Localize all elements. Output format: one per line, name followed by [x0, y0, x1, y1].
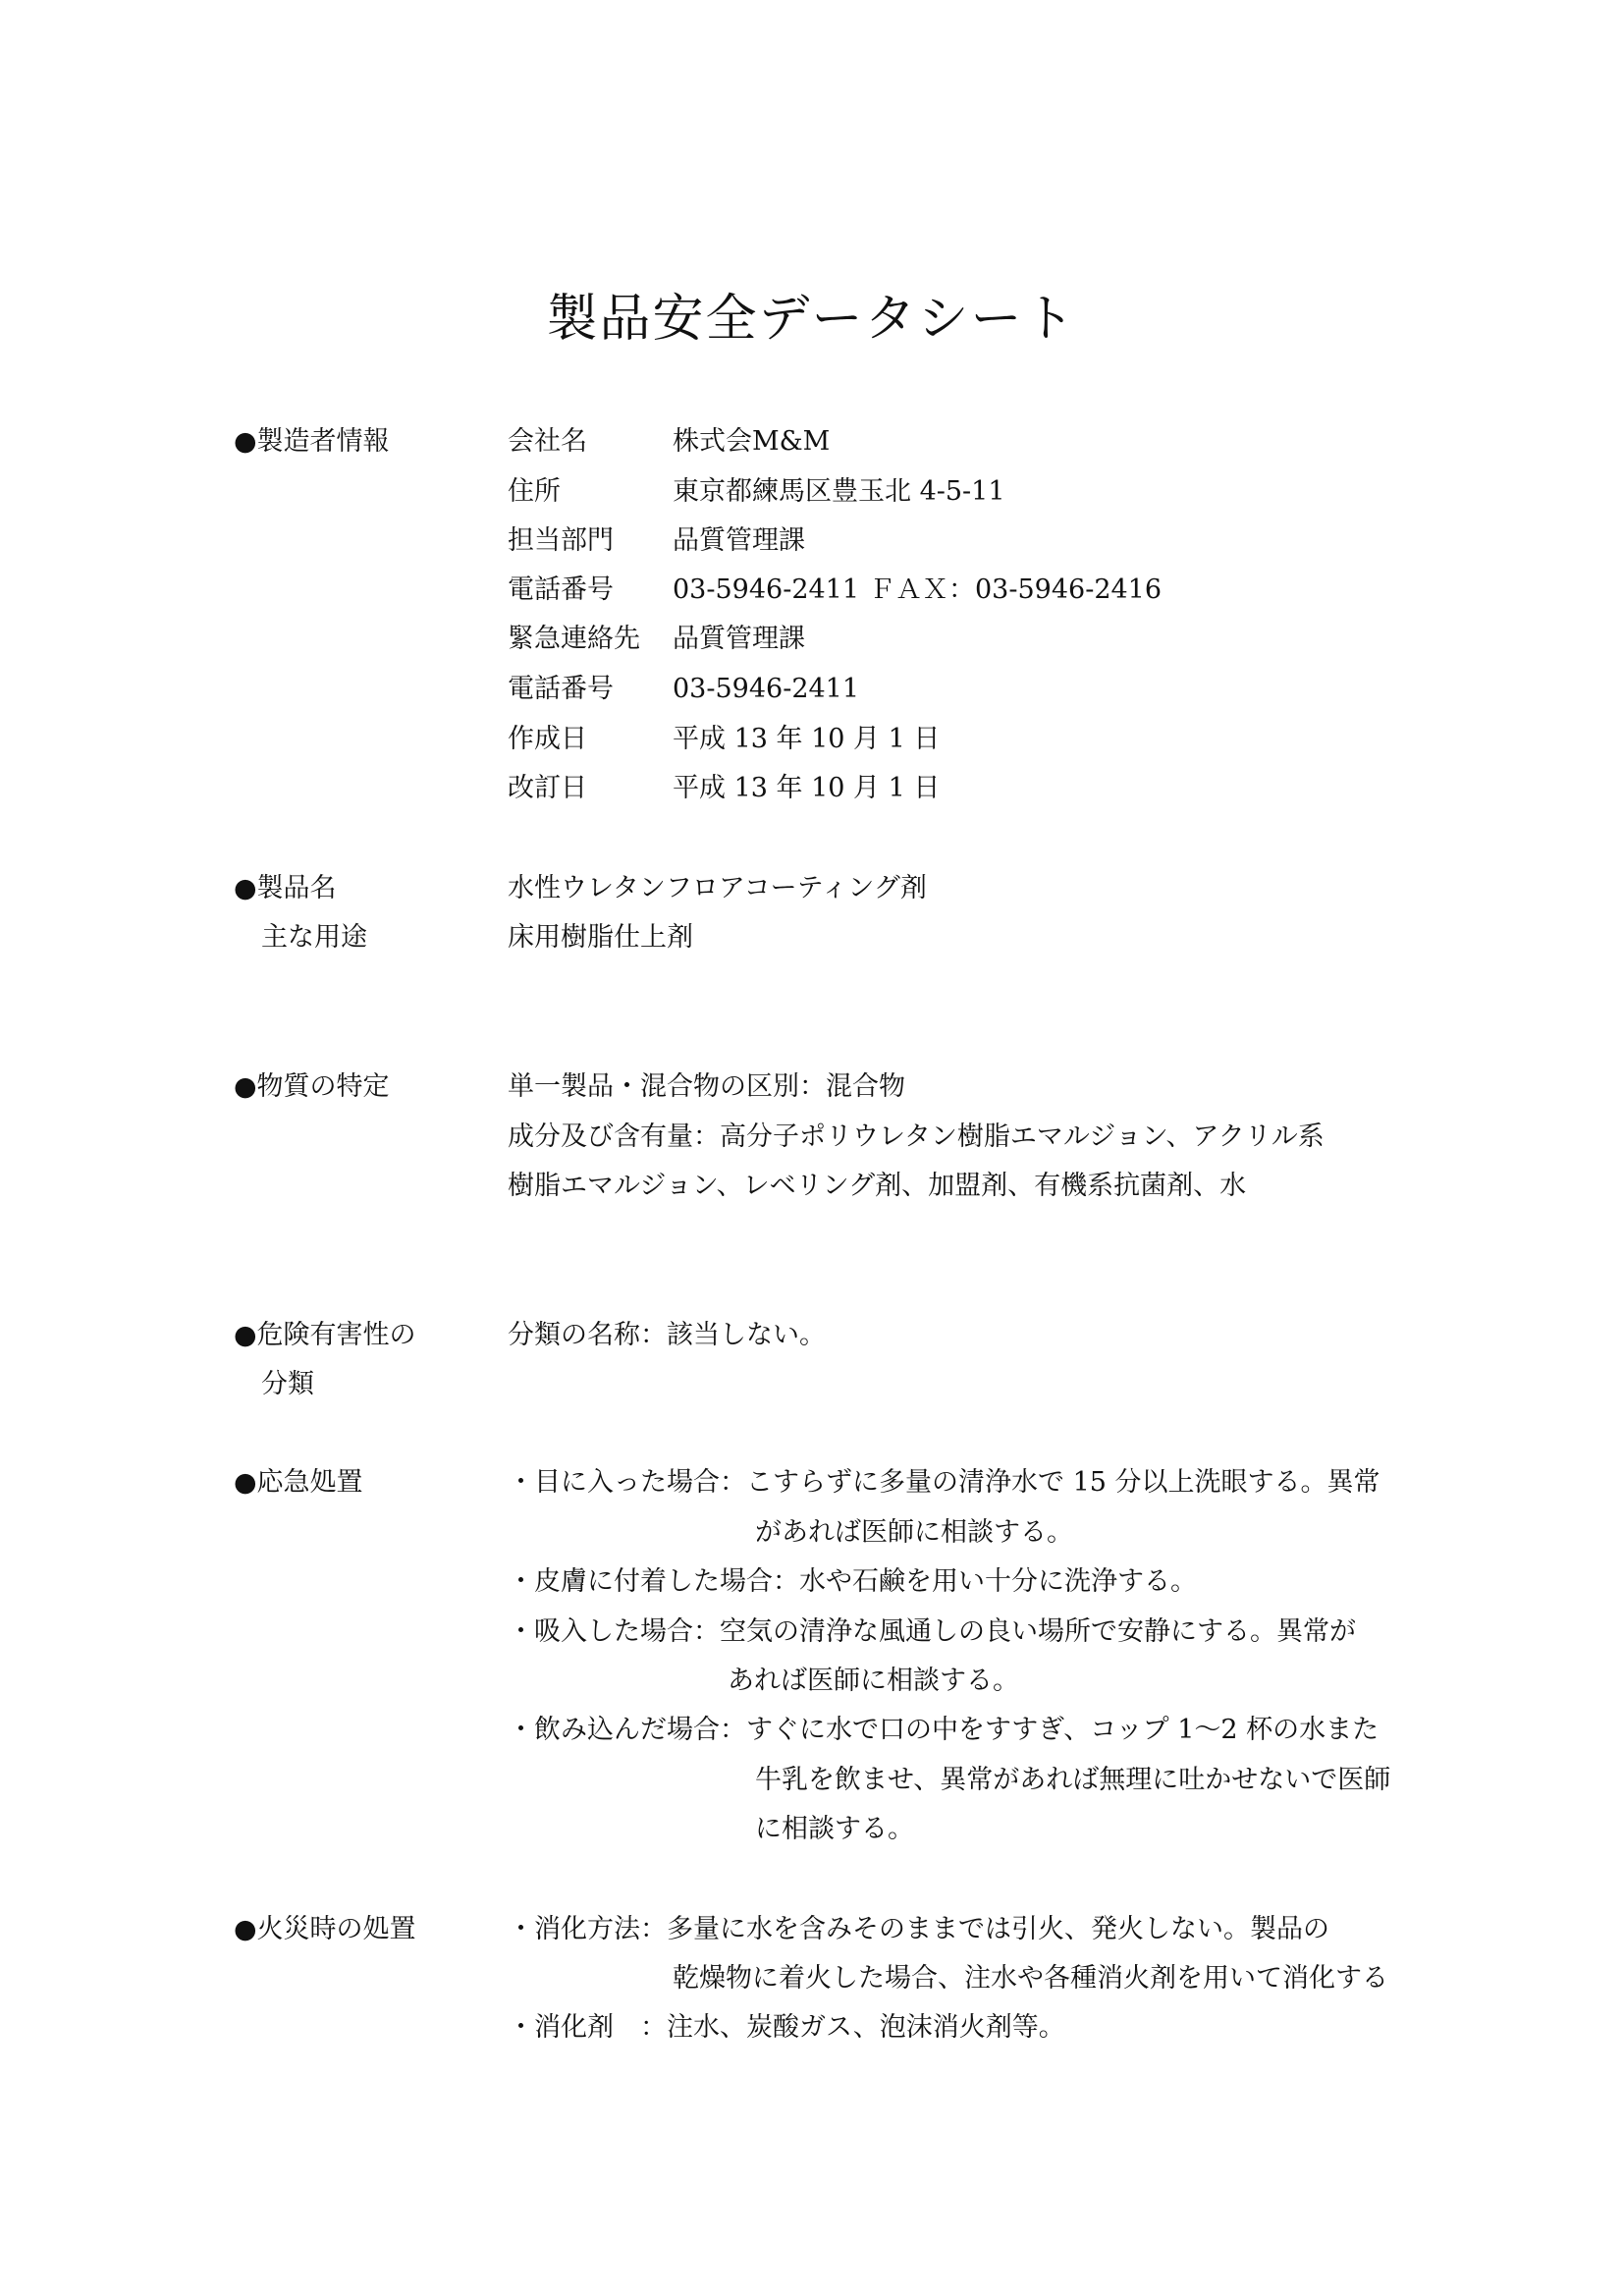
substance-line: 樹脂エマルジョン、レベリング剤、加盟剤、有機系抗菌剤、水 — [508, 1171, 1247, 1201]
substance-line: 成分及び含有量：高分子ポリウレタン樹脂エマルジョン、アクリル系 — [508, 1121, 1325, 1152]
company-label: 会社名 — [508, 426, 587, 457]
revised-date-value: 平成 13 年 10 月 1 日 — [673, 773, 941, 803]
revised-date-label: 改訂日 — [508, 773, 587, 803]
created-date-label: 作成日 — [508, 724, 587, 754]
emergency-contact-value: 品質管理課 — [673, 624, 805, 654]
first-aid-line: ・飲み込んだ場合：すぐに水で口の中をすすぎ、コップ 1〜2 杯の水また — [508, 1715, 1380, 1745]
department-value: 品質管理課 — [673, 525, 805, 556]
product-use-label: 主な用途 — [261, 922, 367, 953]
product-use: 床用樹脂仕上剤 — [508, 922, 693, 953]
fax-value: ＦＡＸ：03-5946-2416 — [869, 574, 1163, 605]
document-title: 製品安全データシート — [546, 290, 1077, 349]
manufacturer-heading: ●製造者情報 — [234, 426, 390, 457]
emergency-phone-label: 電話番号 — [508, 674, 614, 704]
first-aid-line: ・吸入した場合：空気の清浄な風通しの良い場所で安静にする。異常が — [508, 1616, 1356, 1647]
first-aid-line: に相談する。 — [755, 1814, 914, 1844]
first-aid-line: 牛乳を飲ませ、異常があれば無理に吐かせないで医師 — [755, 1765, 1391, 1795]
fire-heading: ●火災時の処置 — [234, 1914, 416, 1944]
company-value: 株式会M&M — [673, 426, 831, 457]
first-aid-line: ・皮膚に付着した場合：水や石鹸を用い十分に洗浄する。 — [508, 1566, 1197, 1597]
hazard-classification: 分類の名称：該当しない。 — [508, 1320, 826, 1350]
fire-line: 乾燥物に着火した場合、注水や各種消火剤を用いて消化する — [673, 1963, 1388, 1994]
hazard-heading-cont: 分類 — [261, 1369, 314, 1399]
first-aid-line: ・目に入った場合：こすらずに多量の清浄水で 15 分以上洗眼する。異常 — [508, 1467, 1380, 1498]
fire-line: ・消化剤 ：注水、炭酸ガス、泡沫消火剤等。 — [508, 2012, 1065, 2043]
address-label: 住所 — [508, 476, 561, 507]
substance-heading: ●物質の特定 — [234, 1071, 390, 1102]
substance-line: 単一製品・混合物の区別：混合物 — [508, 1071, 905, 1102]
first-aid-line: あれば医師に相談する。 — [728, 1666, 1019, 1696]
department-label: 担当部門 — [508, 525, 614, 556]
first-aid-heading: ●応急処置 — [234, 1467, 363, 1498]
phone-label: 電話番号 — [508, 574, 614, 605]
product-heading: ●製品名 — [234, 873, 337, 903]
emergency-phone-value: 03-5946-2411 — [673, 674, 860, 704]
product-name: 水性ウレタンフロアコーティング剤 — [508, 873, 927, 903]
address-value: 東京都練馬区豊玉北 4-5-11 — [673, 476, 1005, 507]
first-aid-line: があれば医師に相談する。 — [755, 1517, 1073, 1548]
hazard-heading: ●危険有害性の — [234, 1320, 416, 1350]
phone-value: 03-5946-2411 — [673, 574, 860, 605]
created-date-value: 平成 13 年 10 月 1 日 — [673, 724, 941, 754]
fire-line: ・消化方法：多量に水を含みそのままでは引火、発火しない。製品の — [508, 1914, 1329, 1944]
emergency-contact-label: 緊急連絡先 — [508, 624, 640, 654]
